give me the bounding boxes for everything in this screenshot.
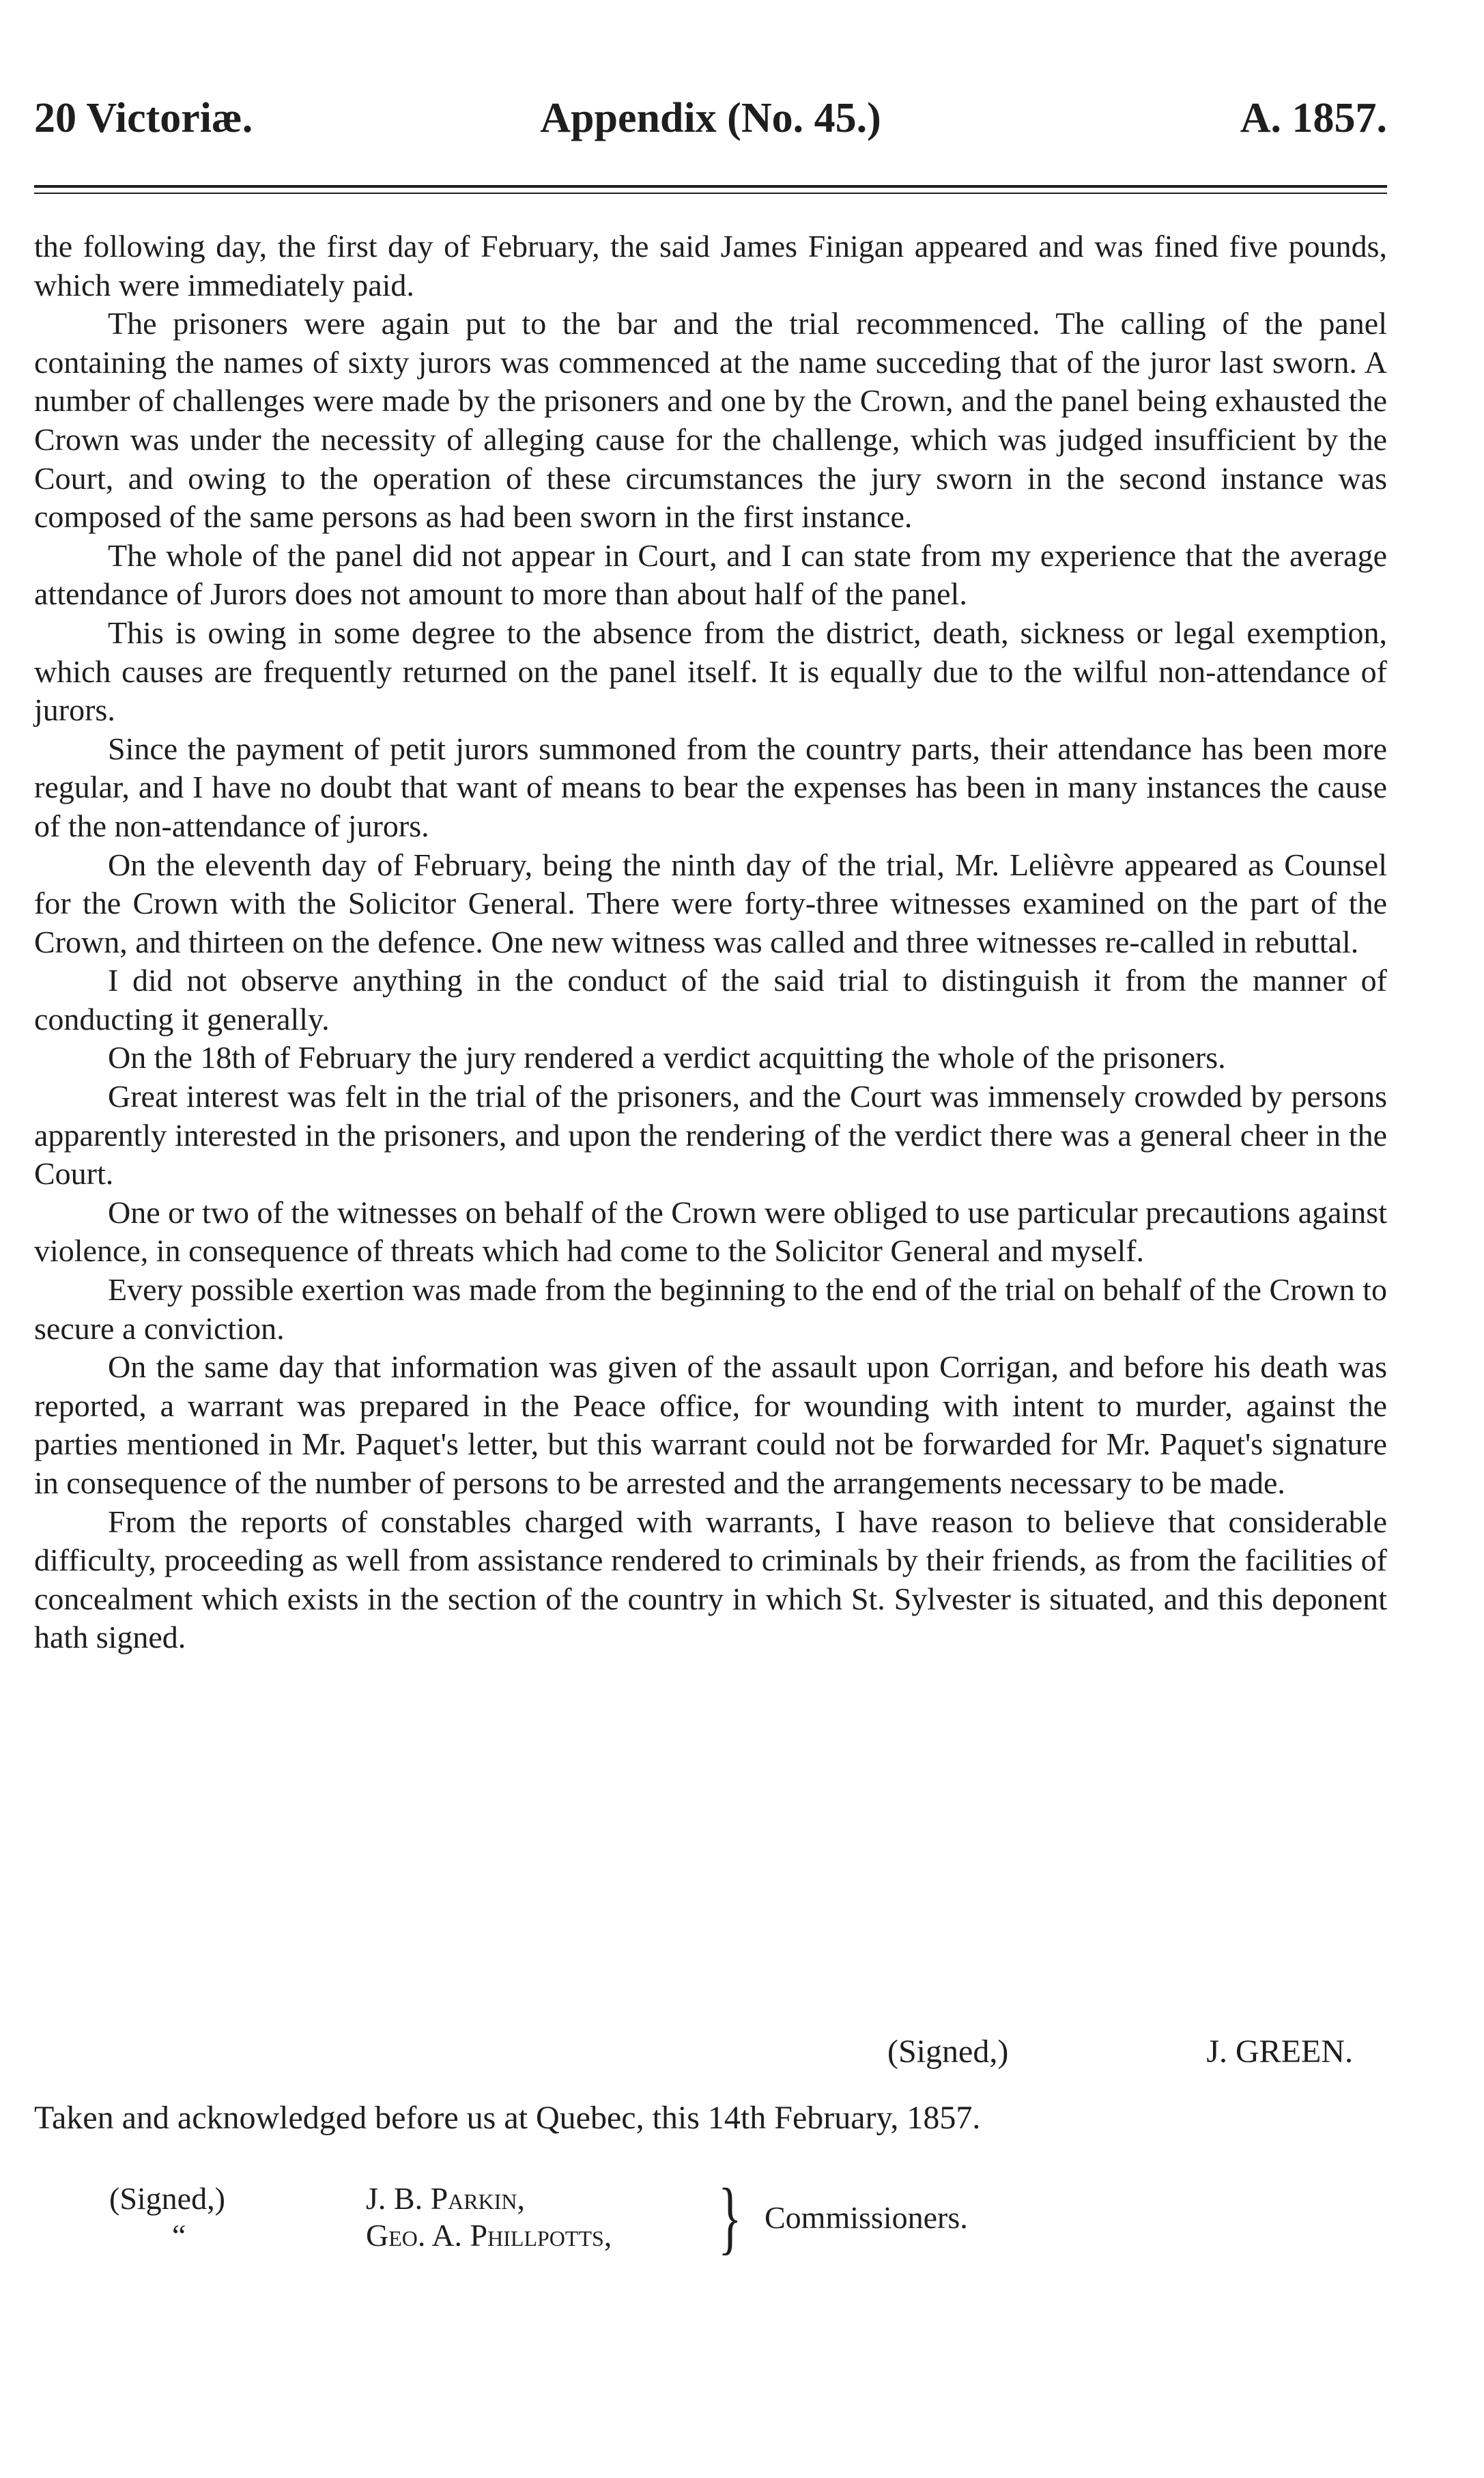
commissioner-name: Geo. A. Phillpotts,: [366, 2218, 612, 2253]
acknowledgement-line: Taken and acknowledged before us at Quebec, this 14th February, 1857.: [34, 2100, 981, 2136]
header-session: 20 Victoriæ.: [34, 95, 253, 141]
header-year: A. 1857.: [1240, 95, 1387, 141]
header-appendix: Appendix (No. 45.): [540, 95, 881, 141]
header-rule-thin: [34, 193, 1387, 194]
paragraph: the following day, the first day of February, the said James Finigan appeared and was fined five pounds, which were immediately paid.: [34, 229, 1387, 302]
commissioners-block: [109, 2171, 1201, 2267]
page-header: [34, 94, 1387, 142]
paragraph: On the same day that information was given of the assault upon Corrigan, and before his death was reported, a warrant was prepared in the Peace office, for wounding with intent to murder, against the parties mentioned in Mr. Paquet's letter, but this warrant could not be forwarded for Mr. Paquet's signature in consequence of the number of persons to be arrested and the arrangements necessary to be made.: [34, 1349, 1387, 1500]
paragraph: The whole of the panel did not appear in Court, and I can state from my experience that the average attendance of Jurors does not amount to more than about half of the panel.: [34, 537, 1387, 612]
paragraph: This is owing in some degree to the absence from the district, death, sickness or legal exemption, which causes are frequently returned on the panel itself. It is equally due to the wilful non-attendance of jurors.: [34, 615, 1387, 728]
paragraph: Since the payment of petit jurors summoned from the country parts, their attendance has been more regular, and I have no doubt that want of means to bear the expenses has been in many instances the cause of the non-attendance of jurors.: [34, 731, 1387, 843]
paragraph: Great interest was felt in the trial of the prisoners, and the Court was immensely crowded by persons apparently interested in the prisoners, and upon the rendering of the verdict there was a general cheer in the Court.: [34, 1079, 1387, 1192]
deposition-body: [34, 227, 1387, 1657]
paragraph: Every possible exertion was made from the beginning to the end of the trial on behalf of the Crown to secure a conviction.: [34, 1272, 1388, 1346]
curly-brace-icon: }: [718, 2171, 742, 2262]
commissioners-signed-label: (Signed,): [109, 2181, 225, 2216]
deponent-signature: [887, 2031, 1387, 2072]
commissioner-name: J. B. Parkin,: [366, 2181, 525, 2216]
header-rule-thick: [34, 185, 1387, 188]
ditto-mark: “: [172, 2218, 186, 2253]
deponent-name: J. GREEN.: [1206, 2033, 1353, 2070]
paragraph: The prisoners were again put to the bar and the trial recommenced. The calling of the panel containing the names of sixty jurors was commenced at the name succeding that of the juror last sworn. A number of challenges were made by the prisoners and one by the Crown, and the panel being exhausted the Crown was under the necessity of alleging cause for the challenge, which was judged insufficient by the Court, and owing to the operation of these circumstances the jury sworn in the second instance was composed of the same persons as had been sworn in the first instance.: [34, 306, 1387, 535]
commissioners-role: Commissioners.: [765, 2200, 968, 2235]
signed-label: (Signed,): [887, 2033, 1009, 2070]
paragraph: I did not observe anything in the conduct of the said trial to distinguish it from the manner of conducting it generally.: [34, 963, 1387, 1037]
paragraph: From the reports of constables charged with warrants, I have reason to believe that considerable difficulty, proceeding as well from assistance rendered to criminals by their friends, as from the facilities of concealment which exists in the section of the country in which St. Sylvester is situated, and this deponent hath signed.: [34, 1504, 1387, 1655]
paragraph: One or two of the witnesses on behalf of the Crown were obliged to use particular precautions against violence, in consequence of threats which had come to the Solicitor General and myself.: [34, 1194, 1387, 1269]
paragraph: On the eleventh day of February, being the ninth day of the trial, Mr. Lelièvre appeared as Counsel for the Crown with the Solicitor General. There were forty-three witnesses examined on the part of the Crown, and thirteen on the defence. One new witness was called and three witnesses re-called in rebuttal.: [34, 847, 1387, 959]
paragraph: On the 18th of February the jury rendered a verdict acquitting the whole of the prisoners.: [108, 1040, 1226, 1075]
